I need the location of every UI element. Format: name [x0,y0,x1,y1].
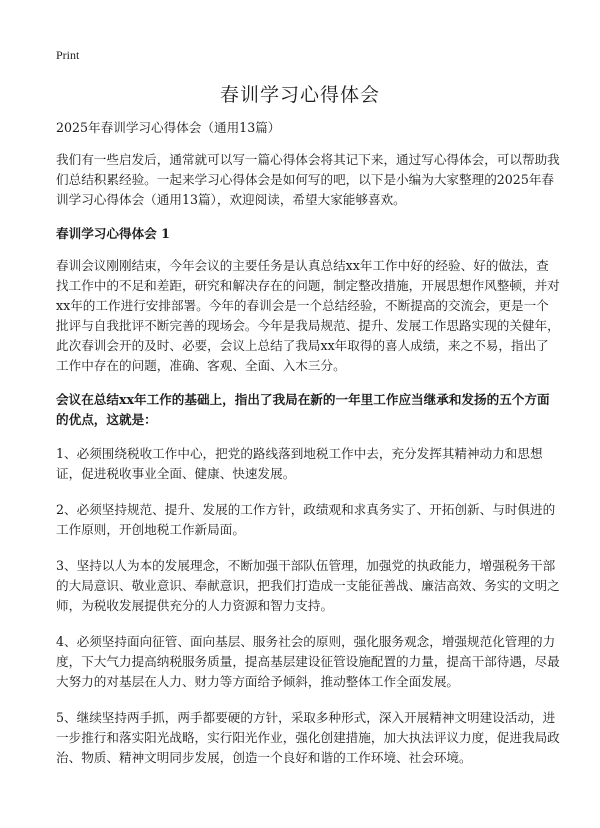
intro-paragraph: 我们有一些启发后，通常就可以写一篇心得体会将其记下来，通过写心得体会，可以帮助我们总结积累经验。一起来学习心得体会是如何写的吧，以下是小编为大家整理的2025年春训学习心得体会（通用13篇），欢迎阅读，希望大家能够喜欢。 [56,152,560,207]
summary-paragraph: 会议在总结xx年工作的基础上，指出了我局在新的一年里工作应当继承和发扬的五个方面的优点，这就是： [56,392,550,427]
list-item: 3、坚持以人为本的发展理念，不断加强干部队伍管理，加强党的执政能力，增强税务干部的大局意识、敬业意识、奉献意识，把我们打造成一支能征善战、廉洁高效、务实的文明之师，为税收发展提供充分的人力资源和智力支持。 [56,558,560,613]
article-body [56,118,560,784]
list-item: 1、必须围绕税收工作中心，把党的路线落到地税工作中去，充分发挥其精神动力和思想证，促进税收事业全面、健康、快速发展。 [56,446,543,481]
page-title: 春训学习心得体会 [219,84,380,106]
article-subtitle: 2025年春训学习心得体会（通用13篇） [56,120,281,135]
body-paragraph-1: 春训会议刚刚结束，今年会议的主要任务是认真总结xx年工作中好的经验、好的做法，查找工作中的不足和差距，研究和解决存在的问题，制定整改措施，开展思想作风整顿，并对xx年的工作进行安排部署。今年的春训会是一个总结经验，不断提高的交流会，更是一个批评与自我批评不断完善的现场会。今年是我局规范、提升、发展工作思路实现的关健年，此次春训会开的及时、必要，会议上总结了我局xx年取得的喜人成绩，来之不易，指出了工作中存在的问题，准确、客观、全面、入木三分。 [56,258,560,373]
list-item: 2、必须坚持规范、提升、发展的工作方针，政绩观和求真务实了、开拓创新、与时俱进的工作原则，开创地税工作新局面。 [56,502,556,537]
print-link[interactable]: Print [56,48,80,62]
list-item: 4、必须坚持面向征管、面向基层、服务社会的原则，强化服务观念，增强规范化管理的力度，下大气力提高纳税服务质量，提高基层建设征管设施配置的力量，提高干部待遇，尽最大努力的对基层在人力、财力等方面给予倾斜，推动整体工作全面发展。 [56,634,560,689]
list-item: 5、继续坚持两手抓，两手都要硬的方针，采取多种形式，深入开展精神文明建设活动，进一步推行和落实阳光战略，实行阳光作业，强化创建措施，加大执法评议力度，促进我局政治、物质、精神文明同步发展，创造一个良好和谐的工作环境、社会环境。 [56,710,560,765]
section-heading: 春训学习心得体会 1 [56,226,170,241]
